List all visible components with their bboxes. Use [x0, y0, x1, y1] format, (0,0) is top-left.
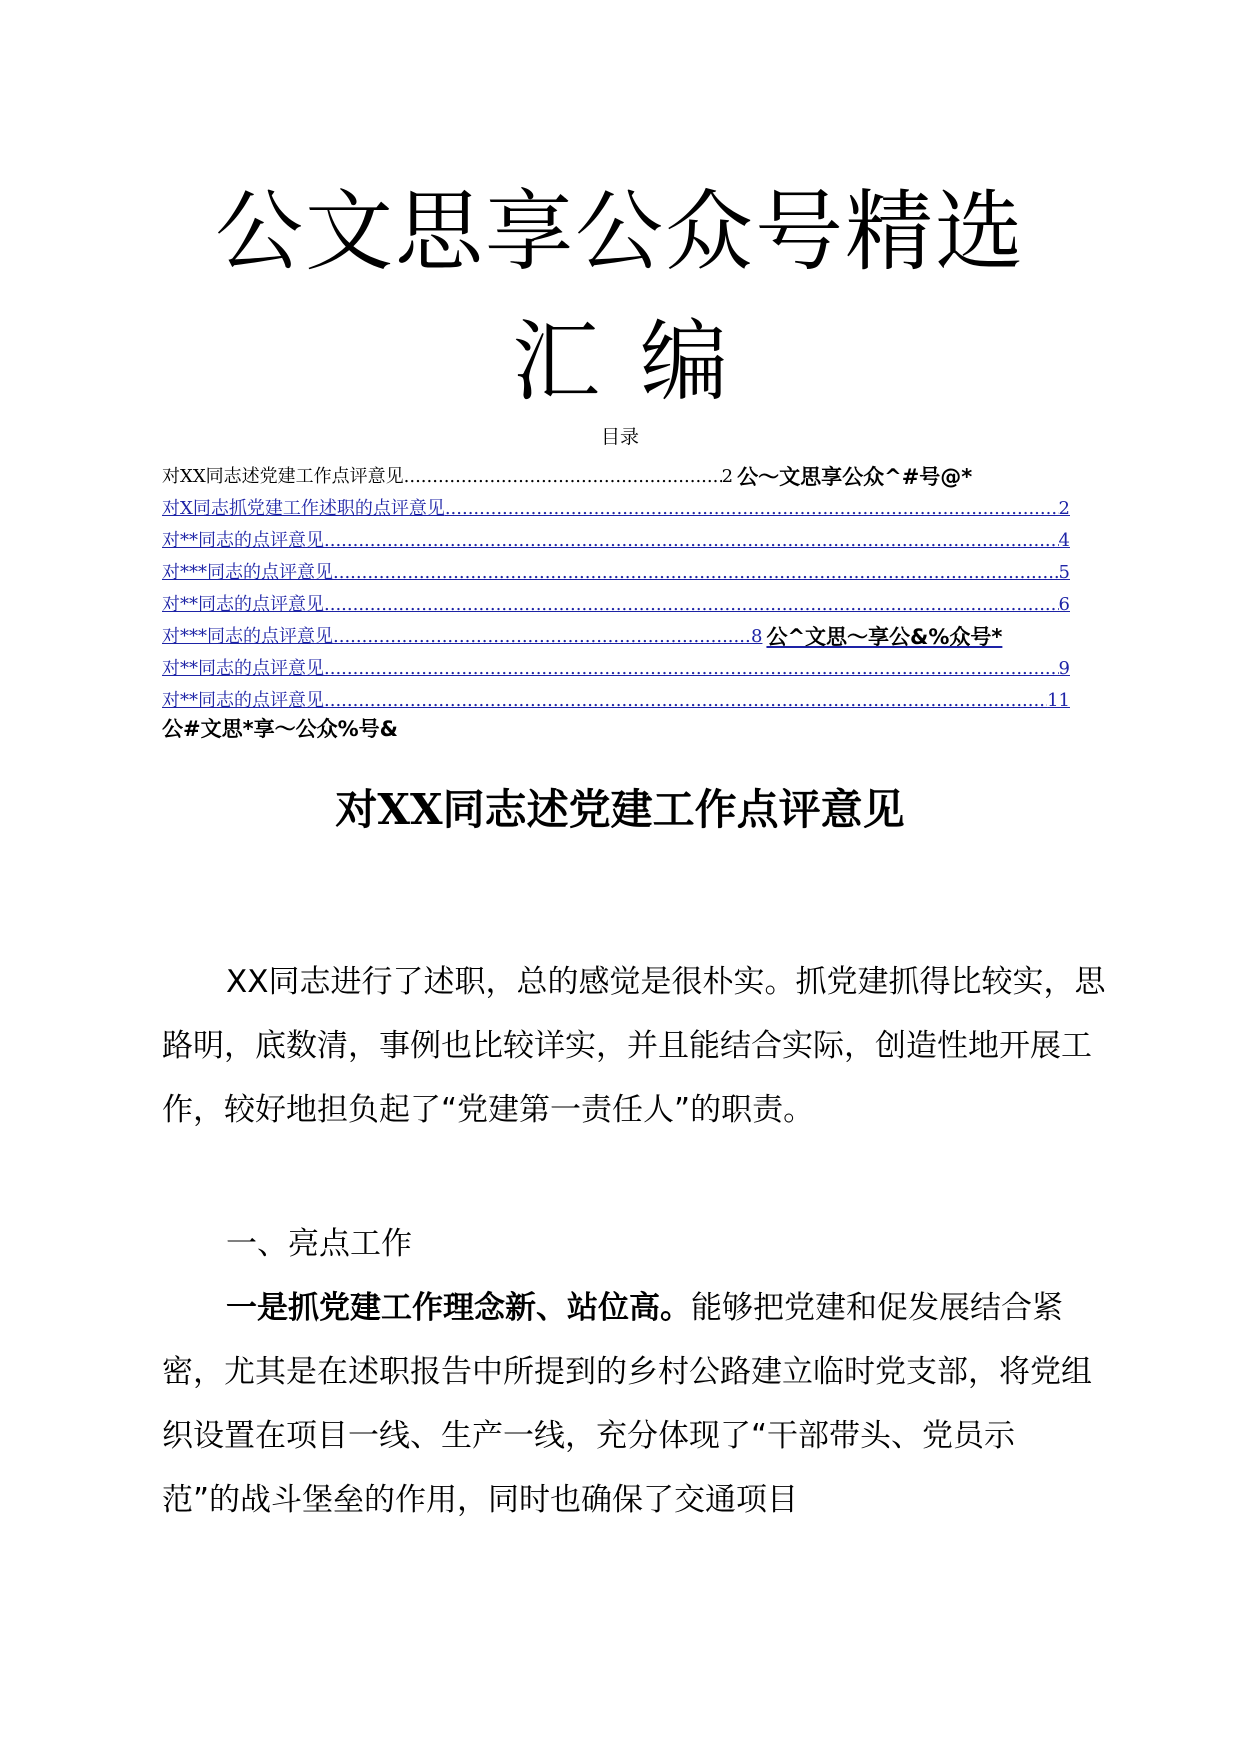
- table-of-contents: [162, 456, 1070, 712]
- toc-entry-title: 对**同志的点评意见: [162, 594, 324, 615]
- toc-leader-dots: [324, 690, 1047, 712]
- toc-watermark: 公～文思享公众^#号@*: [737, 465, 973, 488]
- toc-entry-link[interactable]: [162, 552, 1070, 584]
- toc-entry-link[interactable]: [162, 584, 1070, 616]
- toc-heading: 目录: [600, 426, 639, 448]
- toc-entry-page: 9: [1058, 658, 1070, 679]
- toc-leader-dots: [404, 466, 722, 488]
- toc-entry-link[interactable]: [162, 488, 1070, 520]
- toc-entry-title: 对**同志的点评意见: [162, 530, 324, 551]
- toc-entry-title: 对**同志的点评意见: [162, 690, 324, 711]
- point-lead-text: 一是抓党建工作理念新、站位高。: [226, 1290, 691, 1326]
- toc-entry-page: 8: [751, 626, 763, 647]
- toc-entry-page: 4: [1058, 530, 1070, 551]
- toc-entry-link[interactable]: [162, 680, 1070, 712]
- body-paragraph: [162, 1276, 1092, 1532]
- toc-leader-dots: [324, 658, 1059, 680]
- toc-leader-dots: [324, 530, 1059, 552]
- toc-entry-title: 对**同志的点评意见: [162, 658, 324, 679]
- toc-entry[interactable]: [162, 456, 1070, 488]
- point-body-text: 能够把党建和促发展结合紧密，尤其是在述职报告中所提到的乡村公路建立临时党支部，将党组织设置在项目一线、生产一线，充分体现了“干部带头、党员示范”的战斗堡垒的作用，同时也确保了交通项目: [162, 1290, 1092, 1518]
- intro-paragraph: [162, 950, 1122, 1142]
- toc-leader-dots: [333, 562, 1059, 584]
- toc-entry-page: 11: [1047, 690, 1070, 711]
- toc-entry-title: 对X同志抓党建工作述职的点评意见: [162, 498, 445, 519]
- toc-watermark: 公^文思～享公&%众号*: [766, 625, 1003, 648]
- toc-entry-link[interactable]: [162, 520, 1070, 552]
- section-heading: [162, 1212, 1122, 1276]
- toc-entry-page: 2: [721, 466, 734, 487]
- cover-title-line2: 汇编: [511, 310, 768, 413]
- toc-entry-link[interactable]: [162, 648, 1070, 680]
- toc-entry-title: 对***同志的点评意见: [162, 626, 333, 647]
- toc-entry-page: 5: [1058, 562, 1070, 583]
- cover-title-line1: 公文思享公众号精选: [214, 180, 1025, 283]
- watermark-text: 公#文思*享～公众%号&: [162, 717, 398, 741]
- toc-leader-dots: [445, 498, 1059, 520]
- toc-entry-page: 6: [1058, 594, 1070, 615]
- toc-leader-dots: [333, 626, 751, 648]
- toc-entry-page: 2: [1058, 498, 1070, 519]
- toc-leader-dots: [324, 594, 1059, 616]
- article-title: 对XX同志述党建工作点评意见: [335, 785, 905, 834]
- toc-entry-link[interactable]: [162, 616, 1070, 648]
- section-heading-text: 一、亮点工作: [226, 1226, 412, 1262]
- toc-entry-title: 对***同志的点评意见: [162, 562, 333, 583]
- intro-text: XX同志进行了述职，总的感觉是很朴实。抓党建抓得比较实，思路明，底数清，事例也比较详实，并且能结合实际，创造性地开展工作，较好地担负起了“党建第一责任人”的职责。: [162, 964, 1106, 1128]
- toc-entry-title: 对XX同志述党建工作点评意见: [162, 466, 404, 487]
